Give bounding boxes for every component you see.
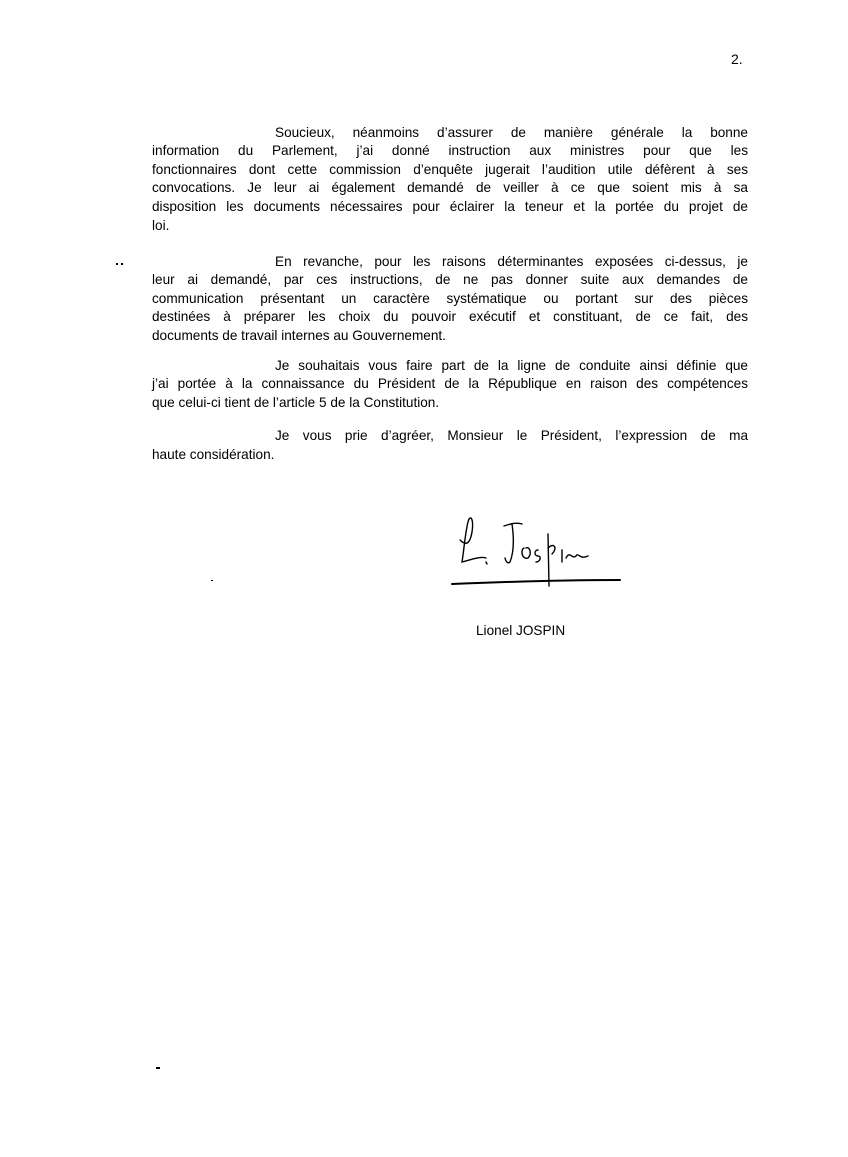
scan-speck bbox=[211, 580, 213, 581]
text-line: j’ai portée à la connaissance du Président de la République en raison des compétences bbox=[152, 376, 748, 391]
text-line: Je vous prie d’agréer, Monsieur le Président, l’expression de ma bbox=[275, 428, 748, 443]
text-line: communication présentant un caractère systématique ou portant sur des pièces bbox=[152, 291, 748, 306]
text-line: haute considération. bbox=[152, 447, 275, 462]
text-line: que celui-ci tient de l’article 5 de la Constitution. bbox=[152, 395, 440, 410]
text-line: Je souhaitais vous faire part de la ligne de conduite ainsi définie que bbox=[275, 358, 748, 373]
text-line: loi. bbox=[152, 218, 170, 233]
text-line: Soucieux, néanmoins d’assurer de manière générale la bonne bbox=[275, 125, 748, 140]
page-number: 2. bbox=[731, 51, 743, 67]
text-line: fonctionnaires dont cette commission d’enquête jugerait l’audition utile défèrent à ses bbox=[152, 162, 748, 177]
scan-speck bbox=[156, 1067, 160, 1069]
text-line: En revanche, pour les raisons déterminantes exposées ci-dessus, je bbox=[275, 254, 748, 269]
text-line: destinées à préparer les choix du pouvoir exécutif et constituant, de ce fait, des bbox=[152, 309, 748, 324]
text-line: leur ai demandé, par ces instructions, de ne pas donner suite aux demandes de bbox=[152, 272, 748, 287]
text-line: disposition les documents nécessaires pour éclairer la teneur et la portée du projet de bbox=[152, 199, 748, 214]
text-line: convocations. Je leur ai également demandé de veiller à ce que soient mis à sa bbox=[152, 180, 748, 195]
signatory-name: Lionel JOSPIN bbox=[476, 623, 566, 638]
signature bbox=[440, 510, 630, 590]
scan-speck bbox=[121, 263, 123, 265]
scan-speck bbox=[116, 263, 118, 265]
text-line: information du Parlement, j’ai donné instruction aux ministres pour que les bbox=[152, 143, 748, 158]
text-line: documents de travail internes au Gouvernement. bbox=[152, 328, 446, 343]
